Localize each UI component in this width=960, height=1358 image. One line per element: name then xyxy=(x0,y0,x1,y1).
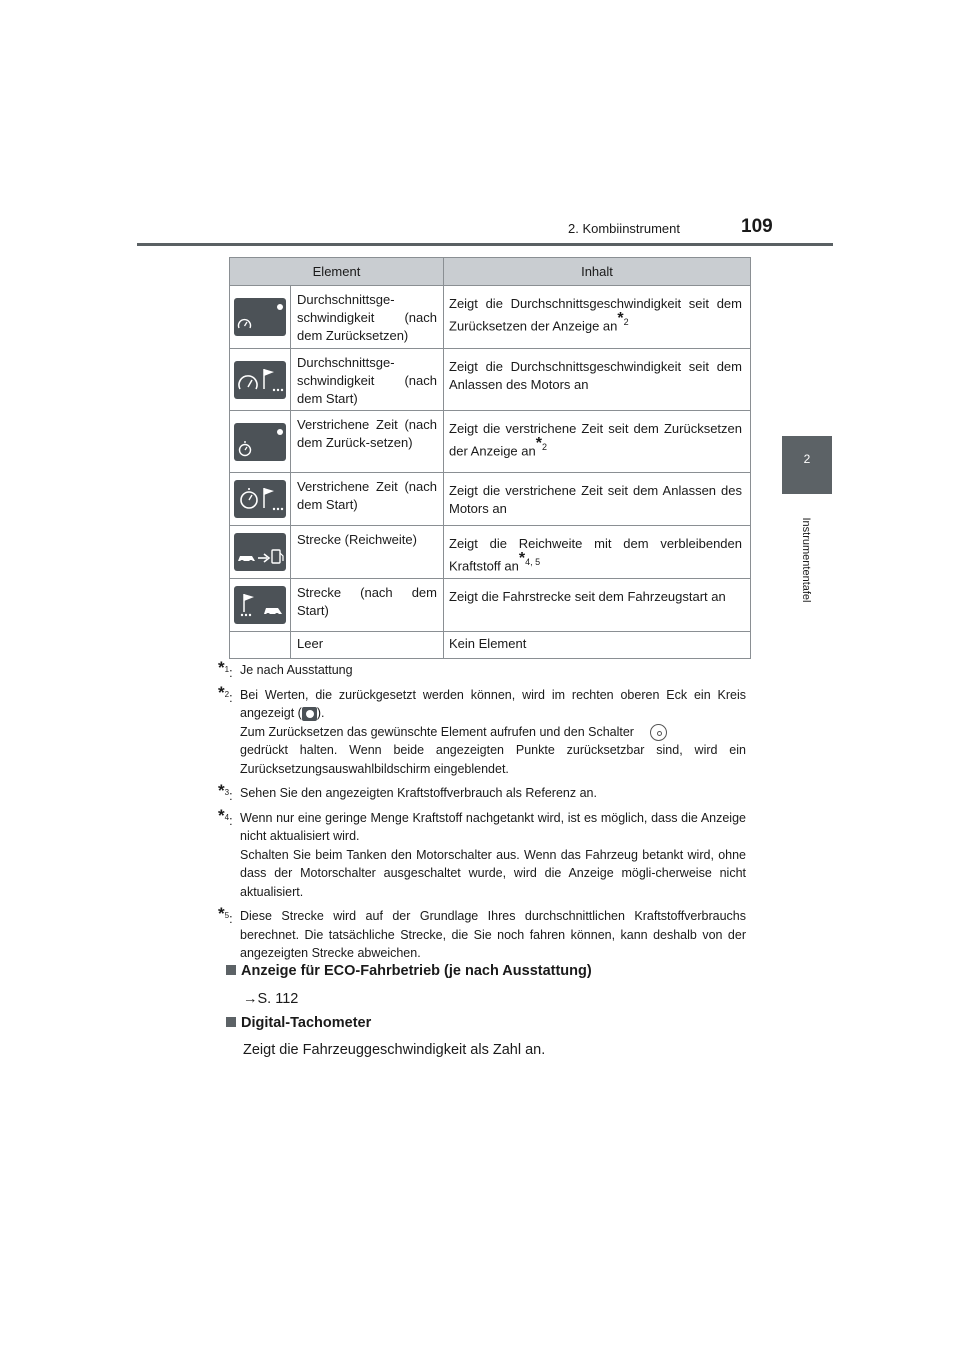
item-description: Zeigt die verstrichene Zeit seit dem Zurücksetzen der Anzeige an*$^2$ xyxy=(444,411,751,473)
footnote: *$^2$: Bei Werten, die zurückgesetzt werden können, wird im rechten oberen Eck ein Kreis angezeigt ( ). Zum Zurücksetzen das gewünschte Element aufrufen und den Schalter gedrückt halten. Wenn beide angezeigten Punkte zurücksetzbar sind, wird ein Zurücksetzungsauswahlbildschirm eingeblendet. xyxy=(218,682,746,776)
item-description: Zeigt die verstrichene Zeit seit dem Anlassen des Motors an xyxy=(444,473,751,526)
table-row xyxy=(230,349,751,411)
section-body-eco: →S. 112 xyxy=(243,991,299,1007)
table-header-row xyxy=(230,258,751,286)
elapsed-time-reset-icon xyxy=(234,423,286,461)
item-description: Kein Element xyxy=(444,632,751,659)
section-title: 2. Kombiinstrument xyxy=(568,221,680,236)
reset-switch-icon xyxy=(650,724,667,741)
table-row xyxy=(230,286,751,349)
table-row xyxy=(230,473,751,526)
header-divider xyxy=(137,243,833,246)
range-icon xyxy=(234,533,286,571)
chapter-tab xyxy=(782,436,832,494)
footnote: *$^4$: Wenn nur eine geringe Menge Kraftstoff nachgetankt wird, ist es möglich, dass die Anzeige nicht aktualisiert wird. Schalten Sie beim Tanken den Motorschalter aus. Wenn das Fahrzeug betankt wird, ohne dass der Motorschalter ausgeschaltet wurde, wird die Anzeige mögli-cherweise nicht aktualisiert. xyxy=(218,805,746,899)
item-name: Verstrichene Zeit (nach dem Start) xyxy=(291,473,444,526)
table-row xyxy=(230,632,751,659)
footnote: *$^1$: Je nach Ausstattung xyxy=(218,658,353,681)
page-number: 109 xyxy=(741,216,773,237)
distance-start-icon xyxy=(234,586,286,624)
item-name: Leer xyxy=(291,632,444,659)
table-row xyxy=(230,526,751,579)
reset-circle-indicator-icon xyxy=(302,707,317,721)
avg-speed-start-icon xyxy=(234,361,286,399)
item-name: Durchschnittsge-schwindigkeit (nach dem Zurücksetzen) xyxy=(291,286,444,349)
item-description: Zeigt die Durchschnittsgeschwindigkeit seit dem Anlassen des Motors an xyxy=(444,349,751,411)
footnote: *$^3$: Sehen Sie den angezeigten Kraftstoffverbrauch als Referenz an. xyxy=(218,781,597,804)
bullet-square-icon xyxy=(226,1017,236,1027)
item-name: Durchschnittsge-schwindigkeit (nach dem Start) xyxy=(291,349,444,411)
chapter-number: 2 xyxy=(803,452,811,466)
display-items-table xyxy=(229,257,751,659)
page-header xyxy=(0,0,960,250)
column-header-content: Inhalt xyxy=(444,258,751,286)
section-body-digital-speedometer: Zeigt die Fahrzeuggeschwindigkeit als Zahl an. xyxy=(243,1042,546,1058)
elapsed-time-start-icon xyxy=(234,480,286,518)
item-description: Zeigt die Reichweite mit dem verbleibenden Kraftstoff an*$^{4, 5}$ xyxy=(444,526,751,579)
item-name: Strecke (nach dem Start) xyxy=(291,579,444,632)
table-row xyxy=(230,411,751,473)
item-description: Zeigt die Durchschnittsgeschwindigkeit seit dem Zurücksetzen der Anzeige an*$^2$ xyxy=(444,286,751,349)
section-heading-eco: Anzeige für ECO-Fahrbetrieb (je nach Ausstattung) xyxy=(226,963,592,979)
avg-speed-reset-icon xyxy=(234,298,286,336)
footnote: *$^5$: Diese Strecke wird auf der Grundlage Ihres durchschnittlichen Kraftstoffverbrauchs berechnet. Die tatsächliche Strecke, die Sie noch fahren können, kann deshalb von der angezeigten Strecke abweichen. xyxy=(218,904,746,960)
chapter-label: Instrumententafel xyxy=(800,517,812,603)
bullet-square-icon xyxy=(226,965,236,975)
section-heading-digital-speedometer: Digital-Tachometer xyxy=(226,1015,371,1031)
footnotes xyxy=(218,658,746,969)
item-name: Verstrichene Zeit (nach dem Zurück-setzen) xyxy=(291,411,444,473)
table-row xyxy=(230,579,751,632)
column-header-element: Element xyxy=(230,258,444,286)
item-description: Zeigt die Fahrstrecke seit dem Fahrzeugstart an xyxy=(444,579,751,632)
item-name: Strecke (Reichweite) xyxy=(291,526,444,579)
